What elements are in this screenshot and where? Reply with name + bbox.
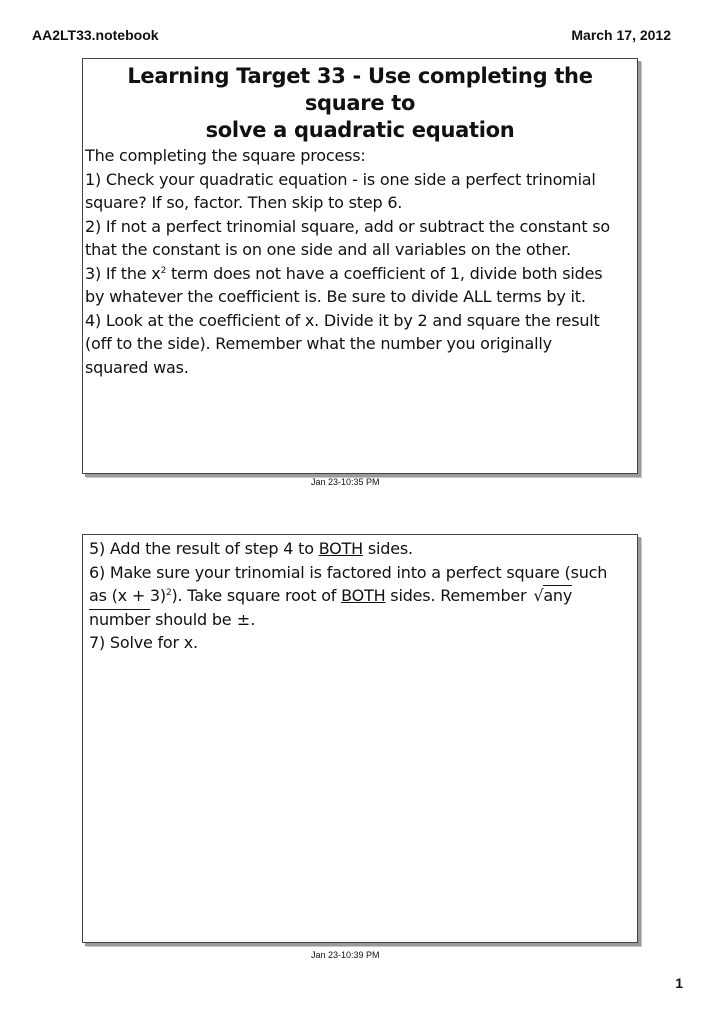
step-4-line-c: squared was. (85, 357, 189, 377)
step-6-line-a: 6) Make sure your trinomial is factored into a perfect square (such (89, 562, 608, 582)
exponent: 2 (165, 588, 172, 598)
notebook-filename: AA2LT33.notebook (32, 27, 159, 43)
step-5-pre: 5) Add the result of step 4 to (89, 539, 319, 558)
step-3-post: term does not have a coefficient of 1, divide both sides (166, 263, 603, 283)
slide-1-timestamp: Jan 23-10:35 PM (311, 477, 380, 487)
step-6-period: . (250, 609, 256, 629)
sqrt-radicand-2: number (89, 609, 151, 629)
step-5-line (89, 537, 633, 561)
step-1-line-a: 1) Check your quadratic equation - is one side a perfect trinomial (85, 169, 596, 189)
step-6-line-c (89, 608, 633, 632)
slide-2-timestamp: Jan 23-10:39 PM (311, 950, 380, 960)
sqrt-icon: √ (533, 586, 544, 605)
step-4-line-a: 4) Look at the coefficient of x. Divide it by 2 and square the result (85, 310, 600, 330)
title-line-2: solve a quadratic equation (205, 118, 515, 142)
page-number: 1 (675, 975, 683, 991)
exponent: 2 (160, 265, 167, 276)
step-7-line: 7) Solve for x. (89, 633, 198, 652)
step-3-line-b: by whatever the coefficient is. Be sure to divide ALL terms by it. (85, 287, 586, 306)
step-2-line-b: that the constant is on one side and all variables on the other. (85, 240, 571, 259)
sqrt-expression (531, 584, 572, 608)
slide-1-body (83, 144, 637, 379)
step-6-line-b (89, 584, 633, 608)
step-6-mid: ). Take square root of (171, 586, 342, 605)
slide-2-body (83, 535, 637, 655)
step-6-emphasis: BOTH (341, 586, 386, 605)
title-line-1: Learning Target 33 - Use completing the square to (127, 64, 593, 115)
step-6-post: sides. Remember (385, 586, 532, 605)
document-date: March 17, 2012 (571, 27, 671, 43)
step-3-line-a (85, 262, 633, 286)
plus-minus-icon: ± (236, 609, 250, 629)
step-3-pre: 3) If the x (85, 263, 161, 283)
step-5-emphasis: BOTH (318, 539, 363, 558)
step-5-post: sides. (362, 539, 413, 558)
sqrt-radicand-1: any (543, 586, 573, 605)
step-4-line-b: (off to the side). Remember what the number you originally (85, 334, 552, 353)
slide-1 (82, 58, 638, 474)
step-6-c-post: should be (150, 609, 237, 629)
slide-1-title (83, 63, 637, 144)
step-1-line-b: square? If so, factor. Then skip to step 6. (85, 193, 403, 212)
step-6-pre: as (x + 3) (89, 586, 166, 605)
intro-line: The completing the square process: (85, 146, 366, 165)
slide-2 (82, 534, 638, 943)
step-2-line-a: 2) If not a perfect trinomial square, add or subtract the constant so (85, 216, 611, 236)
